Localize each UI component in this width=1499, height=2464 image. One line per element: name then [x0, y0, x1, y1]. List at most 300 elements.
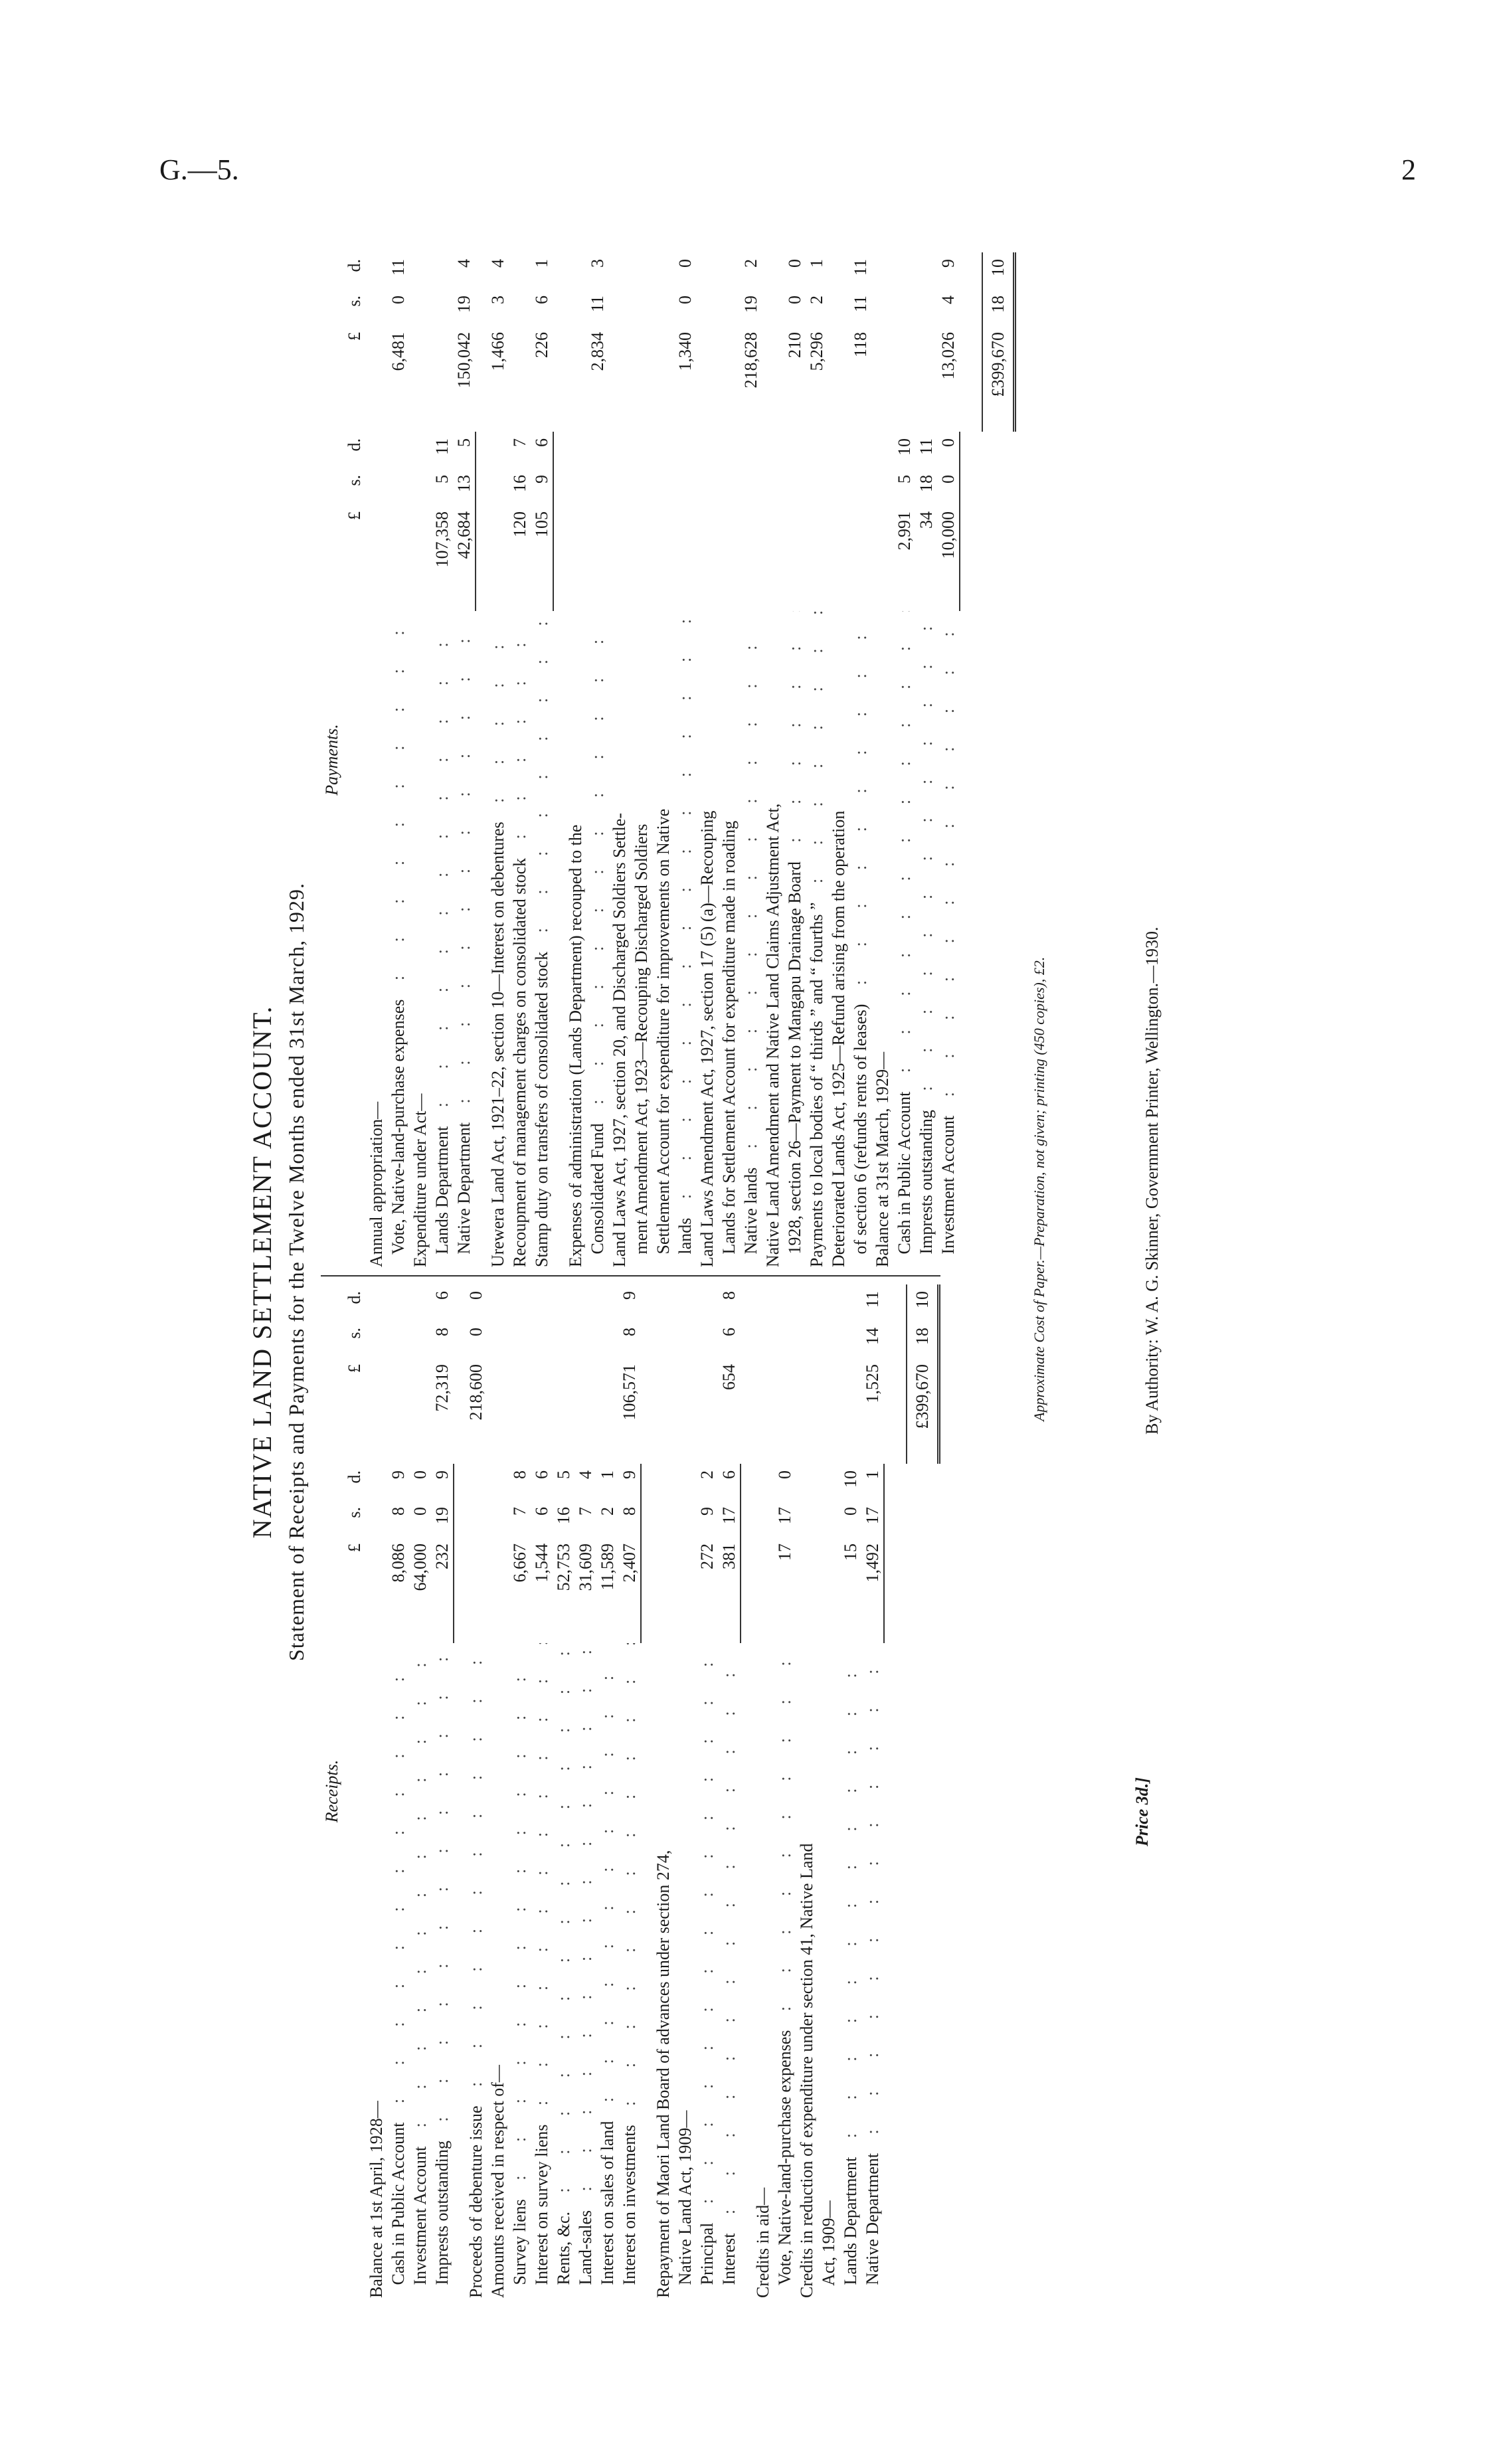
- shillings-value: 19: [454, 296, 474, 313]
- pounds-value: [586, 511, 608, 611]
- pounds-value: 1,492: [863, 1543, 882, 1583]
- pounds-value: 15: [841, 1543, 860, 1561]
- outer-amount: [937, 252, 959, 432]
- pence-header: d.: [345, 259, 364, 272]
- receipts-line-item: [387, 1284, 409, 2298]
- line-description: Imprests outstanding : : : : : : : : : : : : : : : : : : : : : : : : : : : : : : : : : : : : : : : : : : : : : : : : : : : : : : : : : : : :: [915, 611, 937, 1267]
- receipts-line-item: [531, 1284, 553, 2298]
- pence-value: 7: [510, 438, 529, 447]
- receipts-line-item: [409, 1284, 431, 2298]
- outer-amount: [453, 252, 475, 432]
- inner-amount: [509, 1464, 531, 1643]
- line-description: Native lands : : : : : : : : : : : : : : : : : : : : : : : : : : : : : : : : : : : : : : : : : : : : : : : : : : : : : : : : : : : :: [740, 611, 762, 1267]
- shillings-value: 6: [532, 1507, 551, 1516]
- pounds-value: 118: [851, 332, 870, 358]
- shilling-header: s.: [345, 1328, 364, 1339]
- pence-value: 0: [785, 259, 804, 268]
- pounds-value: [553, 1364, 574, 1464]
- pence-value: 4: [488, 259, 507, 268]
- payments-total-row: [982, 252, 1016, 1267]
- inner-amount: [431, 432, 453, 611]
- shilling-header: s.: [345, 1507, 364, 1518]
- shillings-value: 2: [807, 296, 826, 304]
- line-description: Settlement Account for expenditure for improvements on Native: [654, 808, 673, 1267]
- pounds-value: 6,481: [389, 332, 408, 371]
- receipts-line-item: [861, 1284, 883, 2298]
- line-description: Cash in Public Account : : : : : : : : : : : : : : : : : : : : : : : : : : : : : : : : : : : : : : : : : : : : : : : : : : : : : : : : : : : :: [893, 611, 915, 1267]
- line-description: Annual appropriation—: [367, 1101, 386, 1267]
- outer-amount: [574, 1284, 596, 1464]
- line-description: Land Laws Act, 1927, section 20, and Discharged Soldiers Settle-: [610, 812, 629, 1267]
- pounds-value: [409, 1364, 431, 1464]
- shillings-value: 0: [675, 296, 695, 304]
- payments-line-item: [453, 252, 475, 1267]
- pounds-value: [740, 511, 762, 611]
- pence-value: [674, 438, 696, 475]
- pence-value: 10: [841, 1470, 860, 1488]
- pounds-value: [806, 511, 828, 611]
- pence-value: 3: [588, 259, 607, 268]
- pence-header: d.: [345, 438, 364, 452]
- line-description: Native Land Act, 1909—: [675, 2110, 695, 2298]
- pence-value: 0: [466, 1291, 485, 1300]
- pence-value: [774, 1291, 796, 1328]
- pence-value: [839, 1291, 861, 1328]
- shillings-value: [487, 475, 509, 511]
- pounds-value: [915, 332, 937, 432]
- pounds-value: 210: [785, 332, 804, 358]
- pounds-value: [574, 1364, 596, 1464]
- shillings-value: 6: [719, 1328, 739, 1336]
- line-description: Interest on investments : : : : : : : : : : : : : : : : : : : : : : : : : : : : : : : : : : : : : : : : : : : : : : : : : : : : : : : : : : : :: [618, 1643, 640, 2298]
- line-description: Interest : : : : : : : : : : : : : : : : : : : : : : : : : : : : : : : : : : : : : : : : : : : : : : : : : : : : : : : : : : : :: [718, 1643, 740, 2298]
- pence-value: [387, 438, 409, 475]
- pence-value: 1: [807, 259, 826, 268]
- shillings-value: 0: [785, 296, 804, 304]
- receipts-line-item: [696, 1284, 718, 2298]
- receipts-total-pounds: £399,670: [913, 1364, 932, 1429]
- pounds-value: 42,684: [454, 511, 474, 559]
- pounds-value: 31,609: [576, 1543, 595, 1591]
- outer-amount: [740, 252, 762, 432]
- pence-value: [915, 259, 937, 296]
- payments-heading: Payments.: [322, 724, 341, 796]
- receipts-rows: [365, 1284, 886, 2298]
- receipts-line-item: [652, 1284, 674, 2298]
- pence-value: 5: [554, 1470, 573, 1479]
- shillings-value: 13: [454, 475, 474, 492]
- outer-amount: [915, 252, 937, 432]
- pounds-value: [465, 1543, 487, 1643]
- shillings-value: 0: [466, 1328, 485, 1336]
- inner-amount: [387, 432, 409, 611]
- outer-amount: [531, 252, 553, 432]
- subtotal-rule: [740, 1284, 743, 2298]
- pounds-value: 218,628: [741, 332, 760, 389]
- pounds-value: 106,571: [620, 1364, 639, 1421]
- pence-value: 8: [510, 1470, 529, 1479]
- line-description: Investment Account : : : : : : : : : : : : : : : : : : : : : : : : : : : : : : : : : : : : : : : : : : : : : : : : : : : : : : : : : : : :: [409, 1643, 431, 2298]
- pounds-value: 1,544: [532, 1543, 551, 1583]
- pence-value: 2: [741, 259, 760, 268]
- pound-header: £: [345, 1543, 364, 1552]
- pounds-value: [674, 511, 696, 611]
- receipts-line-item: [818, 1284, 839, 2298]
- shillings-value: 17: [719, 1507, 739, 1524]
- line-description: Land Laws Amendment Act, 1927, section 17 (5) (a)—Recouping: [697, 810, 717, 1267]
- payments-currency-row: [343, 252, 365, 1267]
- line-description: Lands Department : : : : : : : : : : : : : : : : : : : : : : : : : : : : : : : : : : : : : : : : : : : : : : : : : : : : : : : : : : : :: [431, 611, 453, 1267]
- payments-line-item: [696, 252, 718, 1267]
- pounds-value: 272: [697, 1543, 717, 1569]
- shillings-value: 17: [775, 1507, 794, 1524]
- shillings-value: [431, 296, 453, 332]
- line-description: Native Department : : : : : : : : : : : : : : : : : : : : : : : : : : : : : : : : : : : : : : : : : : : : : : : : : : : : : : : : : : : :: [453, 611, 475, 1267]
- inner-amount: [574, 1464, 596, 1643]
- line-description: Credits in reduction of expenditure under section 41, Native Land: [797, 1843, 816, 2298]
- pounds-value: 1,466: [488, 332, 507, 371]
- pounds-value: 381: [719, 1543, 739, 1569]
- inner-amount: [784, 432, 806, 611]
- outer-amount: [387, 252, 409, 432]
- pounds-value: [387, 511, 409, 611]
- shillings-value: 7: [510, 1507, 529, 1516]
- shillings-value: 3: [488, 296, 507, 304]
- shillings-value: [387, 475, 409, 511]
- pence-header: d.: [345, 1291, 364, 1304]
- shillings-value: 18: [917, 475, 936, 492]
- pounds-value: 52,753: [554, 1543, 573, 1591]
- subtotal-rule: [640, 1284, 643, 2298]
- outer-amount: [509, 252, 531, 432]
- line-description: Vote, Native-land-purchase expenses : : : : : : : : : : : : : : : : : : : : : : : : : : : : : : : : : : : : : : : : : : : : : : : : : : : : : : : : : : : :: [387, 611, 409, 1267]
- pence-value: 8: [719, 1291, 739, 1300]
- pounds-value: [509, 1364, 531, 1464]
- pence-value: [696, 1291, 718, 1328]
- inner-amount: [861, 1464, 883, 1643]
- shillings-value: 5: [432, 475, 452, 484]
- receipts-line-item: [365, 1284, 387, 2298]
- payments-line-item: [871, 252, 893, 1267]
- pounds-value: 34: [917, 511, 936, 529]
- pounds-value: [596, 1364, 618, 1464]
- receipts-total-row: [906, 1284, 940, 2298]
- payments-line-item: [784, 252, 806, 1267]
- pence-value: 9: [620, 1470, 639, 1479]
- pounds-value: [531, 1364, 553, 1464]
- shillings-value: 17: [863, 1507, 882, 1524]
- pence-value: 1: [532, 259, 551, 268]
- pounds-value: 232: [432, 1543, 452, 1569]
- pounds-value: 218,600: [466, 1364, 485, 1421]
- inner-amount: [596, 1464, 618, 1643]
- pounds-value: 654: [719, 1364, 739, 1390]
- pence-value: [596, 1291, 618, 1328]
- line-description: Proceeds of debenture issue : : : : : : : : : : : : : : : : : : : : : : : : : : : : : : : : : : : : : : : : : : : : : : : : : : : : : : : : : : : :: [465, 1643, 487, 2298]
- payments-column: [321, 252, 1016, 1275]
- outer-amount: [487, 252, 509, 432]
- inner-amount: [696, 1464, 718, 1643]
- pence-value: 9: [432, 1470, 452, 1479]
- payments-line-item: [762, 252, 784, 1267]
- receipts-column: [321, 1275, 940, 2298]
- shillings-value: [509, 1328, 531, 1364]
- outer-amount: [718, 1284, 740, 1464]
- pence-value: 5: [454, 438, 474, 447]
- pence-value: [553, 1291, 574, 1328]
- pounds-value: 1,340: [675, 332, 695, 371]
- shillings-value: 19: [741, 296, 760, 313]
- shillings-value: [409, 1328, 431, 1364]
- shillings-value: 8: [432, 1328, 452, 1336]
- pence-value: 9: [938, 259, 958, 268]
- line-description: Lands for Settlement Account for expenditure made in roading: [719, 820, 739, 1267]
- inner-amount: [487, 432, 509, 611]
- shillings-value: 16: [554, 1507, 573, 1524]
- outer-amount: [774, 1284, 796, 1464]
- line-description: ment Amendment Act, 1923—Recouping Discharged Soldiers: [632, 824, 651, 1267]
- shillings-value: 8: [620, 1507, 639, 1516]
- pounds-value: [696, 1364, 718, 1464]
- pence-value: 4: [454, 259, 474, 268]
- shillings-value: 5: [895, 475, 914, 484]
- line-description: Act, 1909—: [819, 2200, 838, 2298]
- shilling-header: s.: [345, 475, 364, 486]
- pence-value: 2: [697, 1470, 717, 1479]
- inner-amount: [740, 432, 762, 611]
- payments-line-item: [849, 252, 871, 1267]
- receipts-line-item: [774, 1284, 796, 2298]
- line-description: Cash in Public Account : : : : : : : : : : : : : : : : : : : : : : : : : : : : : : : : : : : : : : : : : : : : : : : : : : : : : : : : : : : :: [387, 1643, 409, 2298]
- line-description: Stamp duty on transfers of consolidated stock : : : : : : : : : : : : : : : : : : : : : : : : : : : : : : : : : : : : : : : : : : : : : : : : : : : : : : : : : : : :: [531, 611, 553, 1267]
- outer-amount: [839, 1284, 861, 1464]
- pence-value: [431, 259, 453, 296]
- line-description: Balance at 31st March, 1929—: [873, 1051, 892, 1267]
- shillings-value: 0: [410, 1507, 430, 1516]
- shillings-value: [574, 1328, 596, 1364]
- shillings-value: [696, 1328, 718, 1364]
- shillings-value: [387, 1328, 409, 1364]
- outer-amount: [784, 252, 806, 432]
- pounds-value: 5,296: [807, 332, 826, 371]
- payments-total-shillings: 18: [988, 296, 1008, 313]
- shillings-value: [849, 475, 871, 511]
- line-description: Native Land Amendment and Native Land Claims Adjustment Act,: [763, 803, 782, 1267]
- line-description: Interest on sales of land : : : : : : : : : : : : : : : : : : : : : : : : : : : : : : : : : : : : : : : : : : : : : : : : : : : : : : : : : : : :: [596, 1643, 618, 2298]
- shilling-header: s.: [345, 296, 364, 307]
- pounds-value: 13,026: [938, 332, 958, 380]
- payments-line-item: [652, 252, 674, 1267]
- pence-value: 4: [576, 1470, 595, 1479]
- inner-amount: [553, 1464, 574, 1643]
- line-description: Urewera Land Act, 1921–22, section 10—Interest on debentures : : : : : : : : : : : : : : : : : : : : : : : : : : : : : : : : : : : : : : : : : : : : : : : : : : : : : : : : : : : :: [487, 611, 509, 1267]
- shillings-value: [784, 475, 806, 511]
- pence-value: [849, 438, 871, 475]
- inner-amount: [586, 432, 608, 611]
- payments-line-item: [937, 252, 959, 1267]
- line-description: Native Department : : : : : : : : : : : : : : : : : : : : : : : : : : : : : : : : : : : : : : : : : : : : : : : : : : : : : : : : : : : :: [861, 1643, 883, 2298]
- payments-line-item: [586, 252, 608, 1267]
- payments-total-pence: 10: [988, 259, 1008, 276]
- pence-value: 11: [851, 259, 870, 276]
- line-description: Amounts received in respect of—: [488, 2065, 507, 2298]
- pound-header: £: [345, 511, 364, 520]
- receipts-line-item: [509, 1284, 531, 2298]
- inner-amount: [409, 1464, 431, 1643]
- line-description: Imprests outstanding : : : : : : : : : : : : : : : : : : : : : : : : : : : : : : : : : : : : : : : : : : : : : : : : : : : : : : : : : : : :: [431, 1643, 453, 2298]
- pence-value: 6: [432, 1291, 452, 1300]
- inner-amount: [893, 432, 915, 611]
- pounds-value: [774, 1364, 796, 1464]
- outer-amount: [618, 1284, 640, 1464]
- pounds-value: 6,667: [510, 1543, 529, 1583]
- pence-value: 11: [432, 438, 452, 456]
- pence-value: [509, 1291, 531, 1328]
- line-description: Balance at 1st April, 1928—: [367, 2101, 386, 2298]
- receipts-line-item: [752, 1284, 774, 2298]
- pound-header: £: [345, 1364, 364, 1373]
- pounds-value: 10,000: [938, 511, 958, 559]
- line-description: lands : : : : : : : : : : : : : : : : : : : : : : : : : : : : : : : : : : : : : : : : : : : : : : : : : : : : : : : : : : : :: [674, 611, 696, 1267]
- shillings-value: [893, 296, 915, 332]
- line-description: Principal : : : : : : : : : : : : : : : : : : : : : : : : : : : : : : : : : : : : : : : : : : : : : : : : : : : : : : : : : : : :: [696, 1643, 718, 2298]
- outer-amount: [861, 1284, 883, 1464]
- line-description: Lands Department : : : : : : : : : : : : : : : : : : : : : : : : : : : : : : : : : : : : : : : : : : : : : : : : : : : : : : : : : : : :: [839, 1643, 861, 2298]
- pence-value: 0: [410, 1470, 430, 1479]
- pence-value: 1: [598, 1470, 617, 1479]
- line-description: Survey liens : : : : : : : : : : : : : : : : : : : : : : : : : : : : : : : : : : : : : : : : : : : : : : : : : : : : : : : : : : : :: [509, 1643, 531, 2298]
- shillings-value: [915, 296, 937, 332]
- inner-amount: [453, 432, 475, 611]
- payments-line-item: [431, 252, 453, 1267]
- pence-value: 6: [532, 1470, 551, 1479]
- receipts-total-pence: 10: [913, 1291, 932, 1308]
- page-reference: G.—5.: [159, 153, 239, 186]
- line-description: Recoupment of management charges on consolidated stock : : : : : : : : : : : : : : : : : : : : : : : : : : : : : : : : : : : : : : : : : : : : : : : : : : : : : : : : : : : :: [509, 611, 531, 1267]
- line-description: Expenses of administration (Lands Department) recouped to the: [566, 824, 585, 1267]
- pence-value: 0: [938, 438, 958, 447]
- subtotal-rule: [475, 252, 478, 1267]
- shillings-value: 14: [863, 1328, 882, 1345]
- shillings-value: 8: [389, 1507, 408, 1516]
- pound-header: £: [345, 332, 364, 341]
- pence-value: 9: [389, 1470, 408, 1479]
- receipts-line-item: [553, 1284, 574, 2298]
- pence-value: 0: [675, 259, 695, 268]
- shillings-value: 6: [532, 296, 551, 304]
- payments-total-pounds: £399,670: [988, 332, 1008, 397]
- pence-value: 9: [620, 1291, 639, 1300]
- outer-amount: [431, 1284, 453, 1464]
- shillings-value: 2: [598, 1507, 617, 1516]
- outer-amount: [893, 252, 915, 432]
- line-description: Interest on survey liens : : : : : : : : : : : : : : : : : : : : : : : : : : : : : : : : : : : : : : : : : : : : : : : : : : : : : : : : : : : :: [531, 1643, 553, 2298]
- inner-amount: [465, 1464, 487, 1643]
- inner-amount: [531, 432, 553, 611]
- line-description: Payments to local bodies of “ thirds ” and “ fourths ” : : : : : : : : : : : : : : : : : : : : : : : : : : : : : : : : : : : : : : : : : : : : : : : : : : : : : : : : : : : :: [806, 611, 828, 1267]
- pence-value: 6: [532, 438, 551, 447]
- line-description: Deteriorated Lands Act, 1925—Refund arising from the operation: [829, 810, 848, 1267]
- payments-line-item: [740, 252, 762, 1267]
- pence-value: [740, 438, 762, 475]
- pence-value: 1: [863, 1470, 882, 1479]
- payments-line-item: [365, 252, 387, 1267]
- shillings-value: [553, 1328, 574, 1364]
- subtotal-rule: [959, 252, 962, 1267]
- payments-line-item: [387, 252, 409, 1267]
- shillings-value: 0: [841, 1507, 860, 1516]
- shillings-value: 7: [576, 1507, 595, 1516]
- shillings-value: [509, 296, 531, 332]
- pence-header: d.: [345, 1470, 364, 1484]
- pounds-value: [893, 332, 915, 432]
- shillings-value: 0: [938, 475, 958, 484]
- line-description: 1928, section 26—Payment to Mangapu Drainage Board : : : : : : : : : : : : : : : : : : : : : : : : : : : : : : : : : : : : : : : : : : : : : : : : : : : : : : : : : : : :: [784, 611, 806, 1267]
- payments-line-item: [531, 252, 553, 1267]
- pence-value: 10: [895, 438, 914, 456]
- line-description: Expenditure under Act—: [410, 1093, 430, 1267]
- outer-amount: [409, 1284, 431, 1464]
- shillings-value: [806, 475, 828, 511]
- shillings-value: [586, 475, 608, 511]
- receipts-line-item: [796, 1284, 818, 2298]
- pounds-value: 64,000: [410, 1543, 430, 1591]
- shillings-value: 0: [389, 296, 408, 304]
- receipts-line-item: [431, 1284, 453, 2298]
- receipts-currency-row: [343, 1284, 365, 2298]
- pence-value: 6: [719, 1470, 739, 1479]
- pounds-value: 17: [775, 1543, 794, 1561]
- pounds-value: 8,086: [389, 1543, 408, 1583]
- pence-value: [409, 1291, 431, 1328]
- inner-amount: [431, 1464, 453, 1643]
- payments-line-item: [674, 252, 696, 1267]
- pence-value: [387, 1291, 409, 1328]
- document-title: NATIVE LAND SETTLEMENT ACCOUNT.: [247, 1005, 277, 1539]
- pounds-value: [784, 511, 806, 611]
- shillings-value: [674, 475, 696, 511]
- line-description: Rents, &c. : : : : : : : : : : : : : : : : : : : : : : : : : : : : : : : : : : : : : : : : : : : : : : : : : : : : : : : : : : : :: [553, 1643, 574, 2298]
- shillings-value: [839, 1328, 861, 1364]
- outer-amount: [674, 252, 696, 432]
- receipts-line-item: [465, 1284, 487, 2298]
- pence-value: [531, 1291, 553, 1328]
- receipts-line-item: [596, 1284, 618, 2298]
- receipts-line-item: [839, 1284, 861, 2298]
- approximate-cost-note: Approximate Cost of Paper.—Preparation, not given; printing (450 copies), £2.: [1031, 956, 1047, 1421]
- pounds-value: [839, 1364, 861, 1464]
- outer-amount: [509, 1284, 531, 1464]
- inner-amount: [509, 432, 531, 611]
- price-note: Price 3d.]: [1132, 1777, 1152, 1846]
- pence-value: [574, 1291, 596, 1328]
- outer-amount: [387, 1284, 409, 1464]
- pounds-value: 105: [532, 511, 551, 537]
- inner-amount: [387, 1464, 409, 1643]
- outer-amount: [696, 1284, 718, 1464]
- pounds-value: 2,407: [620, 1543, 639, 1583]
- outer-amount: [553, 1284, 574, 1464]
- pounds-value: [431, 332, 453, 432]
- line-description: Repayment of Maori Land Board of advances under section 274,: [654, 1850, 673, 2298]
- pence-value: 0: [775, 1470, 794, 1479]
- pounds-value: 1,525: [863, 1364, 882, 1403]
- pounds-value: 11,589: [598, 1543, 617, 1591]
- receipts-heading: Receipts.: [322, 1759, 341, 1823]
- pence-value: [487, 438, 509, 475]
- pounds-value: 120: [510, 511, 529, 537]
- payments-line-item: [487, 252, 509, 1267]
